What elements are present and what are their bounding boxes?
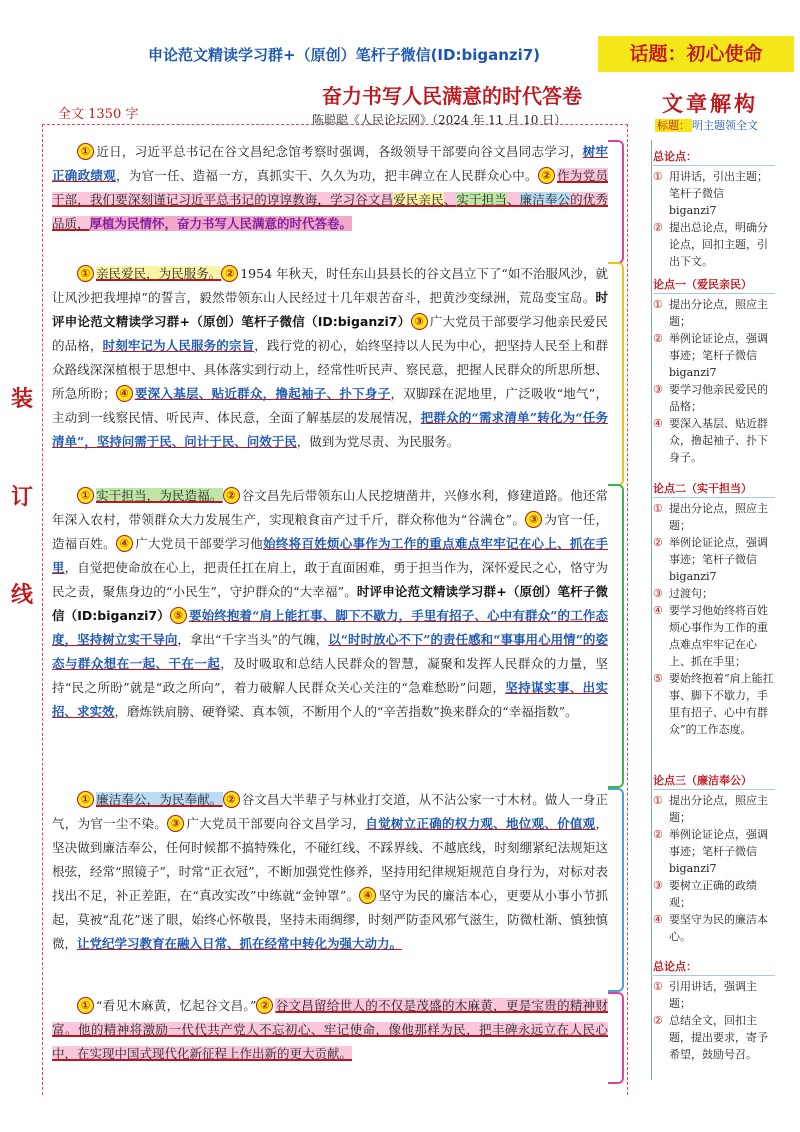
marker: ② xyxy=(256,997,273,1014)
sidebar-item xyxy=(653,602,775,670)
text: ，践行党的初心，始终坚持以人民为中心，把坚持人民至上和群众路线深深植根于思想中、具体落实到行动上，经常性听民声、察民意，把握人民群众的所思所想、所急所盼； xyxy=(52,338,608,401)
sidebar-item xyxy=(653,500,775,534)
sidebar-item-marker: ① xyxy=(653,298,663,311)
sidebar-item-text: 要始终抱着“肩上能扛事、脚下不歇力，手里有招子、心中有群众”的工作态度。 xyxy=(669,672,774,736)
sidebar-item xyxy=(653,296,775,330)
sidebar-item-text: 用讲话，引出主题；笔杆子微信 biganzi7 xyxy=(669,170,768,217)
marker: ① xyxy=(77,791,94,808)
key-phrase: 坚持谋实事、出实招、求实效 xyxy=(52,680,608,719)
text: ，及时吸取和总结人民群众的智慧，凝聚和发挥人民群众的力量，坚持“民之所盼”就是“政之所向”，着力破解人民群众关心关注的“急难愁盼”问题， xyxy=(52,656,608,695)
text: 近日，习近平总书记在谷文昌纪念馆考察时强调，各级领导干部要向谷文昌同志学习， xyxy=(96,144,583,159)
marker: ⑤ xyxy=(170,607,187,624)
bracket-point-2 xyxy=(608,484,624,788)
marker: ② xyxy=(223,791,240,808)
theme-text: 明主题领全文 xyxy=(692,119,758,132)
key-phrase: 把群众的“需求清单”转化为“任务清单”，坚持问需于民、问计于民、问效于民 xyxy=(52,410,608,449)
paragraph-point-3 xyxy=(52,788,608,956)
sub-thesis: 廉洁奉公，为民奉献。 xyxy=(96,792,223,807)
text: 广大党员干部要向谷文昌学习， xyxy=(186,816,366,831)
key-phrase: 始终将百姓烦心事作为工作的重点难点牢牢记在心上、抓在手里 xyxy=(52,536,608,575)
text: 谷文昌大半辈子与林业打交道，从不沾公家一寸木材。做人一身正气，为官一尘不染。 xyxy=(52,792,608,831)
sidebar-item-marker: ⑤ xyxy=(653,672,663,685)
text: ，双脚踩在泥地里，广泛吸收“地气”，主动到一线察民情、听民声、体民意，全面了解基层的发展情况， xyxy=(52,386,608,425)
text: ，拿出“千字当头”的气魄， xyxy=(177,632,329,647)
sidebar-item xyxy=(653,381,775,415)
sidebar-item-text: 总结全文，回扣主题，提出要求，寄予希望，鼓励号召。 xyxy=(669,1014,768,1061)
sidebar-item-text: 提出总论点，明确分论点，回扣主题，引出下文。 xyxy=(669,221,768,268)
binding-char-2: 订 xyxy=(10,485,33,510)
sidebar-item-marker: ① xyxy=(653,170,663,183)
marker: ② xyxy=(223,487,240,504)
text: ，坚决做到廉洁奉公，任何时候都不搞特殊化，不碰红线、不踩界线、不越底线，时刻绷紧纪法规矩这根弦，经常“照镜子”，时常“正衣冠”，不断加强党性修养，坚持用纪律规矩规范自身行为，对标对表找出不足，补正差距，在“真改实改”中练就“金钟罩”。 xyxy=(52,816,608,903)
sidebar-item-marker: ① xyxy=(653,502,663,515)
sidebar-item xyxy=(653,670,775,738)
sidebar-theme xyxy=(655,117,758,133)
marker: ① xyxy=(77,143,94,160)
sidebar-item-marker: ② xyxy=(653,332,663,345)
sidebar-section-intro xyxy=(653,148,775,270)
sidebar-section-point-3 xyxy=(653,772,775,945)
sidebar-item-marker: ② xyxy=(653,828,663,841)
marker: ② xyxy=(221,265,238,282)
binding-char-1: 装 xyxy=(10,387,33,412)
sidebar-item-marker: ① xyxy=(653,794,663,807)
text: 坚守为民的廉洁本心，更要从小事小节抓起，莫被“乱花”迷了眼，始终心怀敬畏，坚持未雨绸缪，时刻严防歪风邪气滋生，防微杜渐、慎独慎微， xyxy=(52,888,608,951)
sub-thesis: 亲民爱民，为民服务。 xyxy=(96,266,222,281)
text: ，做到为党尽责、为民服务。 xyxy=(296,434,460,449)
text: 、 xyxy=(506,192,520,207)
sidebar-section-heading: 论点一（爱民亲民） xyxy=(653,276,775,294)
key-phrase: 以“时时放心不下”的责任感和“事事用心用情”的姿态与群众想在一起、干在一起 xyxy=(52,632,608,671)
key-phrase: 自觉树立正确的权力观、地位观、价值观 xyxy=(365,816,596,831)
marker: ④ xyxy=(359,887,376,904)
sidebar-item-marker: ③ xyxy=(653,383,663,396)
byline: 陈聪聪《人民论坛网》（2024 年 11 月 10 日） xyxy=(312,113,567,127)
sidebar-item-text: 过渡句； xyxy=(669,587,713,600)
sidebar-item-text: 要学习他亲民爱民的品格； xyxy=(669,383,768,413)
bracket-intro xyxy=(608,140,624,264)
promo-header: 申论范文精读学习群+（原创）笔杆子微信(ID:biganzi7) xyxy=(148,46,541,64)
text: 作为党员干部，我们要深刻谨记习近平总书记的谆谆教诲，学习谷文昌 xyxy=(52,168,608,207)
paragraph-point-1 xyxy=(52,262,608,454)
sidebar-item xyxy=(653,911,775,945)
paragraph-point-2 xyxy=(52,484,608,724)
marker: ① xyxy=(77,487,94,504)
promo-inline: 时评申论范文精读学习群+（原创）笔杆子微信（ID:biganzi7） xyxy=(52,584,608,623)
text: 广大党员干部要学习他 xyxy=(134,536,264,551)
sidebar-item-marker: ① xyxy=(653,980,663,993)
key-phrase: 让党纪学习教育在融入日常、抓在经常中转化为强大动力。 xyxy=(77,936,403,951)
marker: ③ xyxy=(411,313,428,330)
binding-char-3: 线 xyxy=(10,583,33,608)
bracket-conclusion xyxy=(608,992,624,1084)
sidebar-item xyxy=(653,415,775,466)
sidebar-item-text: 提出分论点，照应主题； xyxy=(669,794,768,824)
sidebar-rule xyxy=(651,140,652,1080)
sidebar-item-marker: ② xyxy=(653,221,663,234)
marker: ③ xyxy=(525,511,542,528)
sidebar-item-marker: ③ xyxy=(653,879,663,892)
bracket-point-1 xyxy=(608,262,624,486)
topic-badge: 话题：初心使命 xyxy=(598,36,794,72)
text: 、 xyxy=(443,192,457,207)
sidebar-item xyxy=(653,792,775,826)
key-phrase: 时刻牢记为人民服务的宗旨 xyxy=(102,338,255,353)
sidebar-section-conclusion xyxy=(653,958,775,1063)
sidebar-item-marker: ② xyxy=(653,536,663,549)
sidebar-item-text: 要学习他始终将百姓烦心事作为工作的重点难点牢牢记在心上、抓在手里； xyxy=(669,604,768,668)
text: ，自觉把使命放在心上，把责任扛在肩上，敢于直面困难，勇于担当作为，深怀爱民之心，恪守为民之责，聚焦身边的“小民生”，守护群众的“大幸福”。 xyxy=(52,560,608,599)
sidebar-item xyxy=(653,534,775,585)
sidebar-item-text: 举例论证论点，强调事迹；笔杆子微信 biganzi7 xyxy=(669,332,768,379)
sidebar-item-marker: ④ xyxy=(653,913,663,926)
sidebar-section-heading: 论点二（实干担当） xyxy=(653,480,775,498)
sub-thesis: 实干担当，为民造福。 xyxy=(96,488,223,503)
theme-tag: 标题： xyxy=(657,119,690,132)
highlight: 爱民亲民 xyxy=(393,192,444,207)
sidebar-section-heading: 论点三（廉洁奉公） xyxy=(653,772,775,790)
sidebar-item xyxy=(653,1012,775,1063)
text: ，磨炼铁肩膀、硬脊梁、真本领，不断用个人的“辛苦指数”换来群众的“幸福指数”。 xyxy=(114,704,578,719)
text: 为官一任，造福百姓。 xyxy=(52,512,608,551)
marker: ④ xyxy=(116,385,133,402)
thesis: 厚植为民情怀，奋力书写人民满意的时代答卷。 xyxy=(89,216,353,231)
sidebar-item-text: 要树立正确的政绩观； xyxy=(669,879,757,909)
sidebar-item-text: 举例论证论点，强调事迹；笔杆子微信 biganzi7 xyxy=(669,536,768,583)
sidebar-section-point-1 xyxy=(653,276,775,466)
sidebar-item-text: 引用讲话，强调主题； xyxy=(669,980,757,1010)
sidebar-item-marker: ④ xyxy=(653,417,663,430)
highlight: 实干担当 xyxy=(456,192,507,207)
sidebar-item xyxy=(653,826,775,877)
sidebar-item-text: 提出分论点，照应主题； xyxy=(669,298,768,328)
bracket-point-3 xyxy=(608,788,624,992)
paragraph-conclusion xyxy=(52,994,608,1066)
text: “看见木麻黄，忆起谷文昌。” xyxy=(96,998,257,1013)
marker: ① xyxy=(77,265,94,282)
sidebar-item-text: 举例论证论点，强调事迹；笔杆子微信 biganzi7 xyxy=(669,828,768,875)
highlight: 廉洁奉公 xyxy=(519,192,571,207)
sidebar-item xyxy=(653,585,775,602)
text: 广大党员干部要学习他亲民爱民的品格， xyxy=(52,314,608,353)
sidebar-item-text: 要坚守为民的廉洁本心。 xyxy=(669,913,768,943)
text: 谷文昌先后带领东山人民挖塘凿井，兴修水利，修建道路。他还常年深入农村，带领群众大力发展生产，实现粮食亩产过千斤，群众称他为“谷满仓”。 xyxy=(52,488,608,527)
marker: ④ xyxy=(116,535,133,552)
sidebar-item xyxy=(653,978,775,1012)
key-phrase: 要深入基层、贴近群众，撸起袖子、扑下身子 xyxy=(134,386,391,401)
text: ，为官一任、造福一方，真抓实干、久久为功，把丰碑立在人民群众心中。 xyxy=(115,168,538,183)
marker: ② xyxy=(538,167,555,184)
sidebar-item-marker: ③ xyxy=(653,587,663,600)
sidebar-item xyxy=(653,168,775,219)
text: 谷文昌留给世人的不仅是茂盛的木麻黄，更是宝贵的精神财富。他的精神将激励一代代共产党人不忘初心、牢记使命，像他那样为民，把丰碑永远立在人民心中，在实现中国式现代化新征程上作出新的更大贡献。 xyxy=(52,998,608,1061)
word-count: 全文 1350 字 xyxy=(58,107,139,122)
sidebar-item-text: 提出分论点，照应主题； xyxy=(669,502,768,532)
sidebar-section-heading: 总论点： xyxy=(653,148,775,166)
text: 的优秀品质， xyxy=(52,192,608,231)
sidebar-item-marker: ② xyxy=(653,1014,663,1027)
sidebar-section-heading: 总论点： xyxy=(653,958,775,976)
marker: ③ xyxy=(167,815,184,832)
sidebar-item-text: 要深入基层、贴近群众，撸起袖子、扑下身子。 xyxy=(669,417,768,464)
sidebar-item xyxy=(653,877,775,911)
sidebar-item xyxy=(653,219,775,270)
key-phrase: 树牢正确政绩观 xyxy=(52,144,608,183)
sidebar-item-marker: ④ xyxy=(653,604,663,617)
sidebar-section-point-2 xyxy=(653,480,775,738)
promo-inline: 时评申论范文精读学习群+（原创）笔杆子微信（ID:biganzi7） xyxy=(52,290,608,329)
article-title: 奋力书写人民满意的时代答卷 xyxy=(322,84,582,108)
marker: ① xyxy=(77,997,94,1014)
key-phrase: 要始终抱着“肩上能扛事、脚下不歇力，手里有招子、心中有群众”的工作态度，坚持树立实干导向 xyxy=(52,608,608,647)
text: 1954 年秋天，时任东山县县长的谷文昌立下了“如不治服风沙，就让风沙把我埋掉”的誓言，毅然带领东山人民经过十几年艰苦奋斗，把黄沙变绿洲，荒岛变宝岛。 xyxy=(52,266,608,305)
paragraph-intro xyxy=(52,140,608,236)
sidebar-title: 文章解构 xyxy=(662,91,758,116)
sidebar-item xyxy=(653,330,775,381)
